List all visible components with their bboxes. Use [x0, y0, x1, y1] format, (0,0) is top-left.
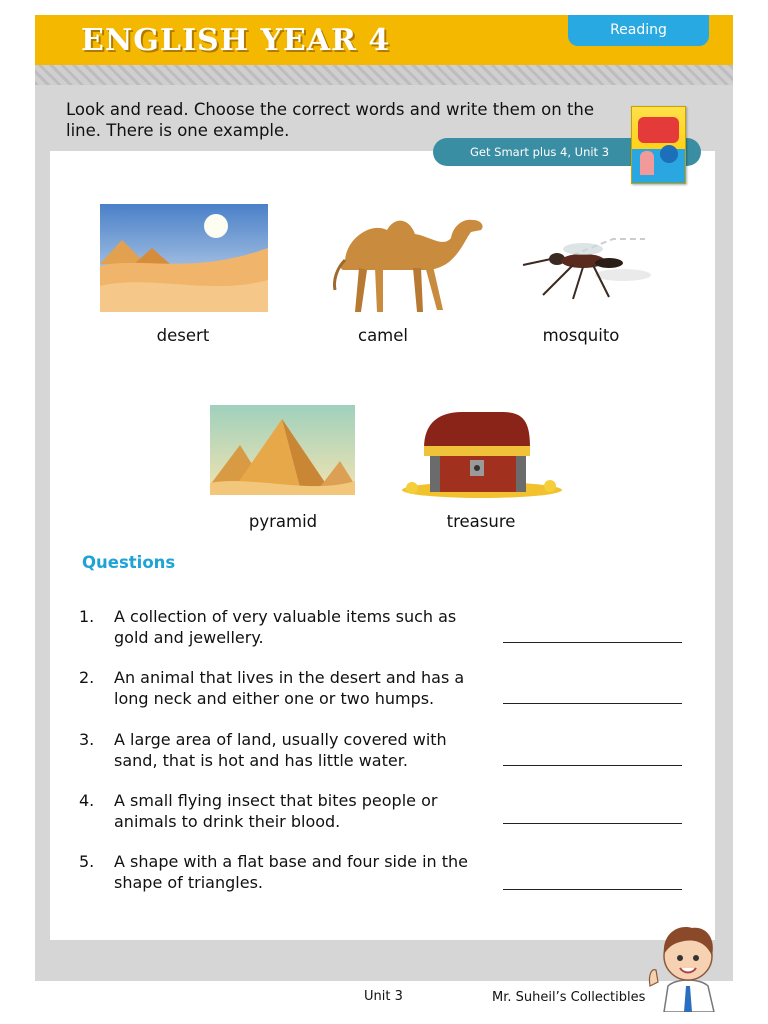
- question-number: 4.: [79, 791, 95, 810]
- textbook-cover-icon: [631, 106, 686, 184]
- footer-unit: Unit 3: [364, 989, 403, 1004]
- questions-heading: Questions: [82, 553, 176, 572]
- source-label: Get Smart plus 4, Unit 3: [433, 138, 701, 166]
- answer-line-4[interactable]: [503, 823, 682, 824]
- teacher-mascot-icon: [640, 916, 736, 1012]
- page-title: ENGLISH YEAR 4: [81, 23, 391, 58]
- treasure-chest-picture: [400, 408, 566, 498]
- question-number: 1.: [79, 607, 95, 626]
- question-text: A small flying insect that bites people or animals to drink their blood.: [114, 791, 438, 831]
- answer-line-1[interactable]: [503, 642, 682, 643]
- mosquito-picture: [513, 235, 661, 303]
- pyramid-picture: [210, 405, 355, 495]
- vocab-label-desert: desert: [156, 326, 210, 345]
- question-number: 3.: [79, 730, 95, 749]
- question-text: A large area of land, usually covered with sand, that is hot and has little water.: [114, 730, 447, 770]
- answer-line-5[interactable]: [503, 889, 682, 890]
- camel-picture: [325, 208, 489, 318]
- vocab-label-camel: camel: [358, 326, 408, 345]
- vocab-label-mosquito: mosquito: [542, 326, 620, 345]
- instructions-text: Look and read. Choose the correct words and write them on the line. There is one example.: [66, 100, 595, 140]
- vocab-label-pyramid: pyramid: [248, 512, 318, 531]
- question-number: 5.: [79, 852, 95, 871]
- question-text: A collection of very valuable items such as gold and jewellery.: [114, 607, 457, 647]
- vocab-label-treasure: treasure: [446, 512, 516, 531]
- answer-line-3[interactable]: [503, 765, 682, 766]
- desert-picture: [100, 204, 268, 312]
- footer-credit: Mr. Suheil’s Collectibles: [492, 990, 646, 1005]
- answer-line-2[interactable]: [503, 703, 682, 704]
- question-text: An animal that lives in the desert and has a long neck and either one or two humps.: [114, 668, 465, 708]
- question-text: A shape with a flat base and four side in the shape of triangles.: [114, 852, 468, 892]
- question-number: 2.: [79, 668, 95, 687]
- section-tag: Reading: [568, 15, 709, 46]
- decorative-pattern-strip: [35, 65, 733, 85]
